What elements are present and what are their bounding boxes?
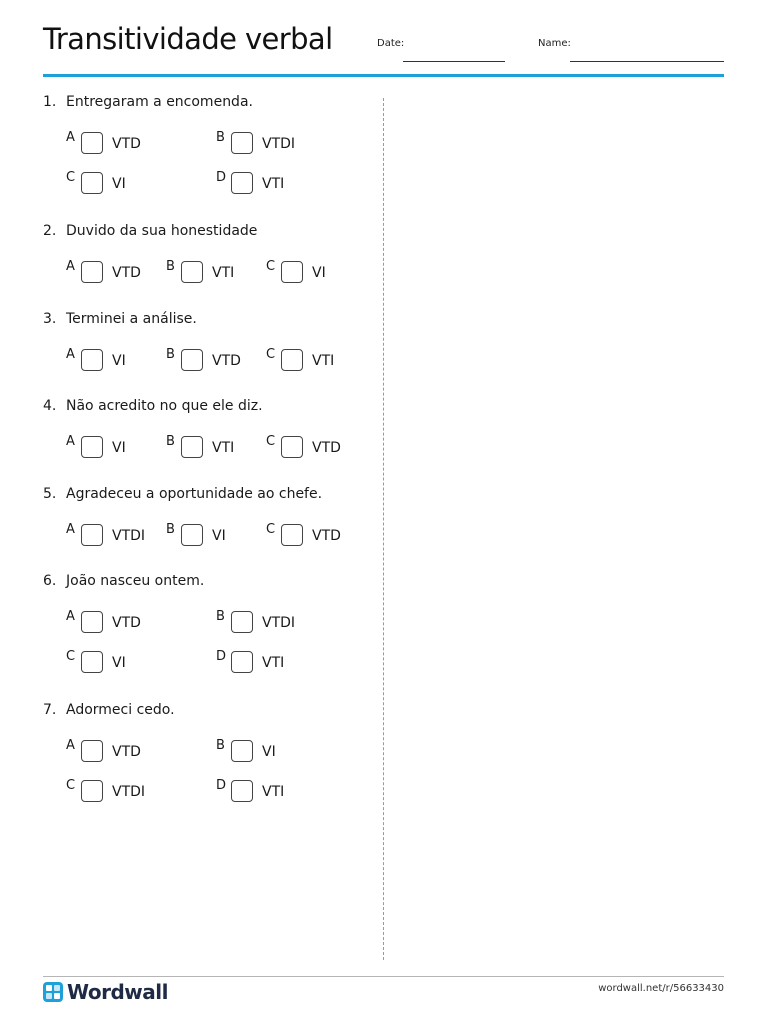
- question-number: 2.: [43, 223, 57, 239]
- option-label: VTDI: [112, 784, 146, 800]
- option-label: VI: [262, 744, 276, 760]
- option-checkbox[interactable]: [81, 780, 103, 802]
- header-divider: [43, 74, 724, 77]
- option-checkbox[interactable]: [81, 611, 103, 633]
- option-checkbox[interactable]: [81, 740, 103, 762]
- question-number: 7.: [43, 702, 57, 718]
- option-checkbox[interactable]: [281, 349, 303, 371]
- question-text: [43, 573, 204, 589]
- option-checkbox[interactable]: [181, 349, 203, 371]
- question-number: 1.: [43, 94, 57, 110]
- option-letter: A: [66, 130, 75, 145]
- option-checkbox[interactable]: [231, 780, 253, 802]
- option-letter: C: [66, 778, 76, 793]
- option-checkbox[interactable]: [81, 172, 103, 194]
- option-letter: D: [216, 778, 227, 793]
- option-letter: B: [166, 434, 175, 449]
- option-letter: C: [66, 649, 76, 664]
- option-label: VTI: [312, 353, 335, 369]
- option-letter: B: [166, 347, 175, 362]
- option-letter: C: [66, 170, 76, 185]
- question-number: 5.: [43, 486, 57, 502]
- option-label: VTI: [212, 265, 235, 281]
- option-checkbox[interactable]: [181, 436, 203, 458]
- question-text: [43, 702, 175, 718]
- option-letter: B: [166, 522, 175, 537]
- activity-url[interactable]: wordwall.net/r/56633430: [598, 983, 724, 994]
- option-label: VTDI: [262, 615, 296, 631]
- option-checkbox[interactable]: [231, 740, 253, 762]
- option-label: VI: [112, 440, 126, 456]
- option-checkbox[interactable]: [231, 172, 253, 194]
- option-checkbox[interactable]: [231, 132, 253, 154]
- wordwall-logo-icon: [43, 982, 63, 1002]
- option-letter: C: [266, 522, 276, 537]
- question-number: 6.: [43, 573, 57, 589]
- question-prompt: Terminei a análise.: [66, 311, 197, 327]
- option-label: VTI: [262, 176, 285, 192]
- question-text: [43, 311, 197, 327]
- option-label: VTD: [312, 440, 341, 456]
- question-number: 3.: [43, 311, 57, 327]
- option-letter: B: [216, 738, 225, 753]
- worksheet-title: Transitividade verbal: [43, 22, 333, 56]
- option-checkbox[interactable]: [231, 611, 253, 633]
- option-checkbox[interactable]: [81, 524, 103, 546]
- option-letter: B: [166, 259, 175, 274]
- question-prompt: João nasceu ontem.: [66, 573, 205, 589]
- question-text: [43, 223, 257, 239]
- option-label: VTD: [112, 265, 141, 281]
- question-1: [43, 94, 373, 204]
- option-label: VTDI: [262, 136, 296, 152]
- option-letter: A: [66, 347, 75, 362]
- option-letter: D: [216, 649, 227, 664]
- option-label: VI: [112, 176, 126, 192]
- option-label: VI: [312, 265, 326, 281]
- option-label: VTI: [262, 784, 285, 800]
- option-checkbox[interactable]: [181, 261, 203, 283]
- option-letter: A: [66, 609, 75, 624]
- date-field[interactable]: [403, 61, 505, 62]
- question-prompt: Adormeci cedo.: [66, 702, 175, 718]
- question-prompt: Agradeceu a oportunidade ao chefe.: [66, 486, 323, 502]
- option-letter: D: [216, 170, 227, 185]
- question-text: [43, 94, 253, 110]
- option-letter: A: [66, 259, 75, 274]
- wordwall-logo-text: Wordwall: [67, 980, 168, 1004]
- question-prompt: Duvido da sua honestidade: [66, 223, 258, 239]
- option-label: VTD: [212, 353, 241, 369]
- option-label: VTD: [112, 744, 141, 760]
- name-label: Name:: [538, 38, 571, 49]
- option-checkbox[interactable]: [281, 261, 303, 283]
- option-checkbox[interactable]: [181, 524, 203, 546]
- question-prompt: Entregaram a encomenda.: [66, 94, 253, 110]
- name-field[interactable]: [570, 61, 724, 62]
- option-label: VTD: [312, 528, 341, 544]
- option-letter: C: [266, 259, 276, 274]
- question-number: 4.: [43, 398, 57, 414]
- option-checkbox[interactable]: [281, 524, 303, 546]
- question-text: [43, 486, 322, 502]
- date-label: Date:: [377, 38, 405, 49]
- option-checkbox[interactable]: [281, 436, 303, 458]
- option-letter: A: [66, 434, 75, 449]
- option-label: VTI: [262, 655, 285, 671]
- option-checkbox[interactable]: [81, 651, 103, 673]
- option-label: VTDI: [112, 528, 146, 544]
- option-letter: A: [66, 738, 75, 753]
- footer-divider: [43, 976, 724, 977]
- option-letter: A: [66, 522, 75, 537]
- question-text: [43, 398, 263, 414]
- option-label: VTI: [212, 440, 235, 456]
- question-prompt: Não acredito no que ele diz.: [66, 398, 263, 414]
- option-letter: B: [216, 130, 225, 145]
- question-7: [43, 702, 373, 812]
- option-checkbox[interactable]: [81, 132, 103, 154]
- option-label: VTD: [112, 136, 141, 152]
- option-checkbox[interactable]: [81, 261, 103, 283]
- option-label: VI: [212, 528, 226, 544]
- option-label: VI: [112, 353, 126, 369]
- column-divider: [383, 98, 384, 960]
- option-checkbox[interactable]: [231, 651, 253, 673]
- option-checkbox[interactable]: [81, 436, 103, 458]
- option-letter: B: [216, 609, 225, 624]
- option-letter: C: [266, 347, 276, 362]
- option-checkbox[interactable]: [81, 349, 103, 371]
- question-6: [43, 573, 373, 683]
- option-label: VI: [112, 655, 126, 671]
- option-letter: C: [266, 434, 276, 449]
- option-label: VTD: [112, 615, 141, 631]
